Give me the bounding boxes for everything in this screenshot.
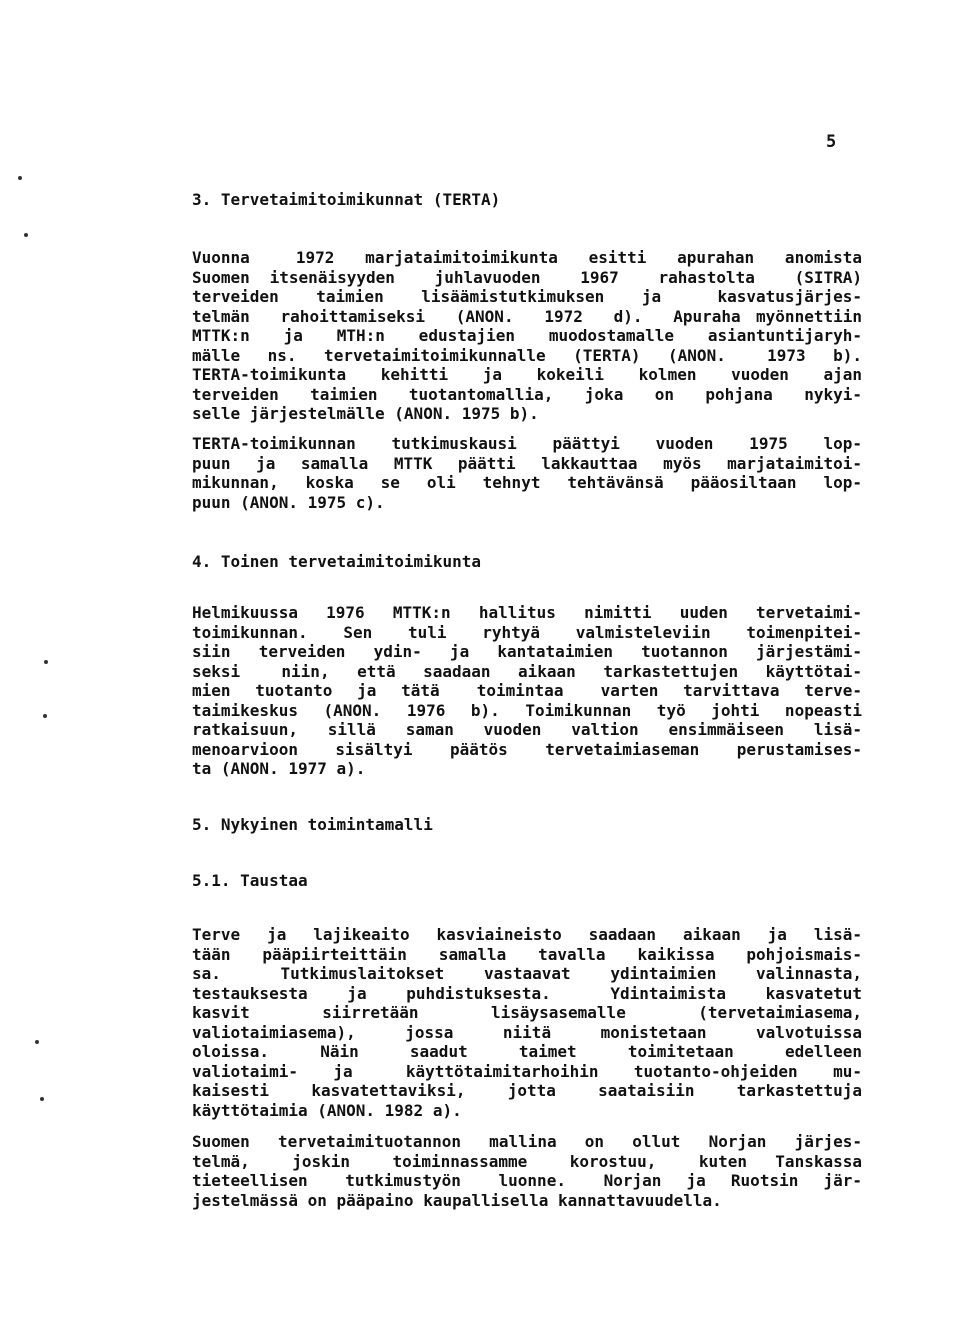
text-line: siin terveiden ydin- ja kantataimien tuotannon järjestämi- xyxy=(192,642,862,661)
page-number: 5 xyxy=(826,132,837,152)
section-4-paragraph-1 xyxy=(192,603,862,779)
text-line: Helmikuussa 1976 MTTK:n hallitus nimitti uuden tervetaimi- xyxy=(192,603,862,622)
text-line: mälle ns. tervetaimitoimikunnalle (TERTA) (ANON. 1973 b). xyxy=(192,345,862,365)
text-line: TERTA-toimikunnan tutkimuskausi päättyi vuoden 1975 lop- xyxy=(192,434,862,453)
text-line: terveiden taimien tuotantomallia, joka on pohjana nykyi- xyxy=(192,384,862,404)
text-line: valiotaimiasema), jossa niitä monistetaan valvotuissa xyxy=(192,1022,862,1042)
scan-speck xyxy=(35,1040,39,1044)
text-line: toimikunnan. Sen tuli ryhtyä valmisteleviin toimenpitei- xyxy=(192,622,862,642)
text-line: oloissa. Näin saadut taimet toimitetaan edelleen xyxy=(192,1042,862,1061)
text-line: Terve ja lajikeaito kasviaineisto saadaan aikaan ja lisä- xyxy=(192,925,862,944)
text-line: tään pääpiirteittäin samalla tavalla kaikissa pohjoismais- xyxy=(192,944,862,964)
text-line: jestelmässä on pääpaino kaupallisella kannattavuudella. xyxy=(192,1190,722,1210)
section-heading-4: 4. Toinen tervetaimitoimikunta xyxy=(192,552,481,571)
text-line: kaisesti kasvatettaviksi, jotta saataisiin tarkastettuja xyxy=(192,1081,862,1100)
text-line: kasvit siirretään lisäysasemalle (tervetaimiasema, xyxy=(192,1003,862,1022)
text-line: menoarvioon sisältyi päätös tervetaimiaseman perustamises- xyxy=(192,739,862,759)
text-line: TERTA-toimikunta kehitti ja kokeili kolmen vuoden ajan xyxy=(192,365,862,384)
section-5-1-paragraph-2 xyxy=(192,1132,862,1210)
section-heading-3: 3. Tervetaimitoimikunnat (TERTA) xyxy=(192,190,501,209)
text-line: mien tuotanto ja tätä toimintaa varten tarvittava terve- xyxy=(192,681,862,700)
text-line: Vuonna 1972 marjataimitoimikunta esitti apurahan anomista xyxy=(192,248,862,267)
text-line: telmän rahoittamiseksi (ANON. 1972 d). Apuraha myönnettiin xyxy=(192,306,862,326)
scan-speck xyxy=(18,176,22,180)
text-line: sa. Tutkimuslaitokset vastaavat ydintaimien valinnasta, xyxy=(192,964,862,983)
text-line: MTTK:n ja MTH:n edustajien muodostamalle asiantuntijaryh- xyxy=(192,326,862,345)
text-line: telmä, joskin toiminnassamme korostuu, kuten Tanskassa xyxy=(192,1151,862,1171)
text-line: puun (ANON. 1975 c). xyxy=(192,492,385,512)
section-heading-5: 5. Nykyinen toimintamalli xyxy=(192,815,433,834)
text-line: testauksesta ja puhdistuksesta. Ydintaimista kasvatetut xyxy=(192,983,862,1003)
text-line: ratkaisuun, sillä saman vuoden valtion ensimmäiseen lisä- xyxy=(192,720,862,739)
text-line: mikunnan, koska se oli tehnyt tehtävänsä pääosiltaan lop- xyxy=(192,473,862,492)
text-line: käyttötaimia (ANON. 1982 a). xyxy=(192,1100,462,1120)
scan-speck xyxy=(24,233,28,237)
text-line: Suomen itsenäisyyden juhlavuoden 1967 rahastolta (SITRA) xyxy=(192,267,862,287)
text-line: ta (ANON. 1977 a). xyxy=(192,759,366,778)
section-3-paragraph-1 xyxy=(192,248,862,424)
scan-speck xyxy=(44,660,48,664)
text-line: terveiden taimien lisäämistutkimuksen ja kasvatusjärjes- xyxy=(192,287,862,306)
section-heading-5-1: 5.1. Taustaa xyxy=(192,871,308,890)
text-line: tieteellisen tutkimustyön luonne. Norjan ja Ruotsin jär- xyxy=(192,1171,862,1190)
text-line: puun ja samalla MTTK päätti lakkauttaa myös marjataimitoi- xyxy=(192,453,862,473)
text-line: Suomen tervetaimituotannon mallina on ollut Norjan järjes- xyxy=(192,1132,862,1151)
text-line: taimikeskus (ANON. 1976 b). Toimikunnan työ johti nopeasti xyxy=(192,700,862,720)
text-line: selle järjestelmälle (ANON. 1975 b). xyxy=(192,404,539,423)
section-5-1-paragraph-1 xyxy=(192,925,862,1120)
section-3-paragraph-2 xyxy=(192,434,862,512)
text-line: valiotaimi- ja käyttötaimitarhoihin tuotanto-ohjeiden mu- xyxy=(192,1061,862,1081)
scan-speck xyxy=(40,1097,44,1101)
scan-speck xyxy=(43,714,47,718)
text-line: seksi niin, että saadaan aikaan tarkastettujen käyttötai- xyxy=(192,661,862,681)
